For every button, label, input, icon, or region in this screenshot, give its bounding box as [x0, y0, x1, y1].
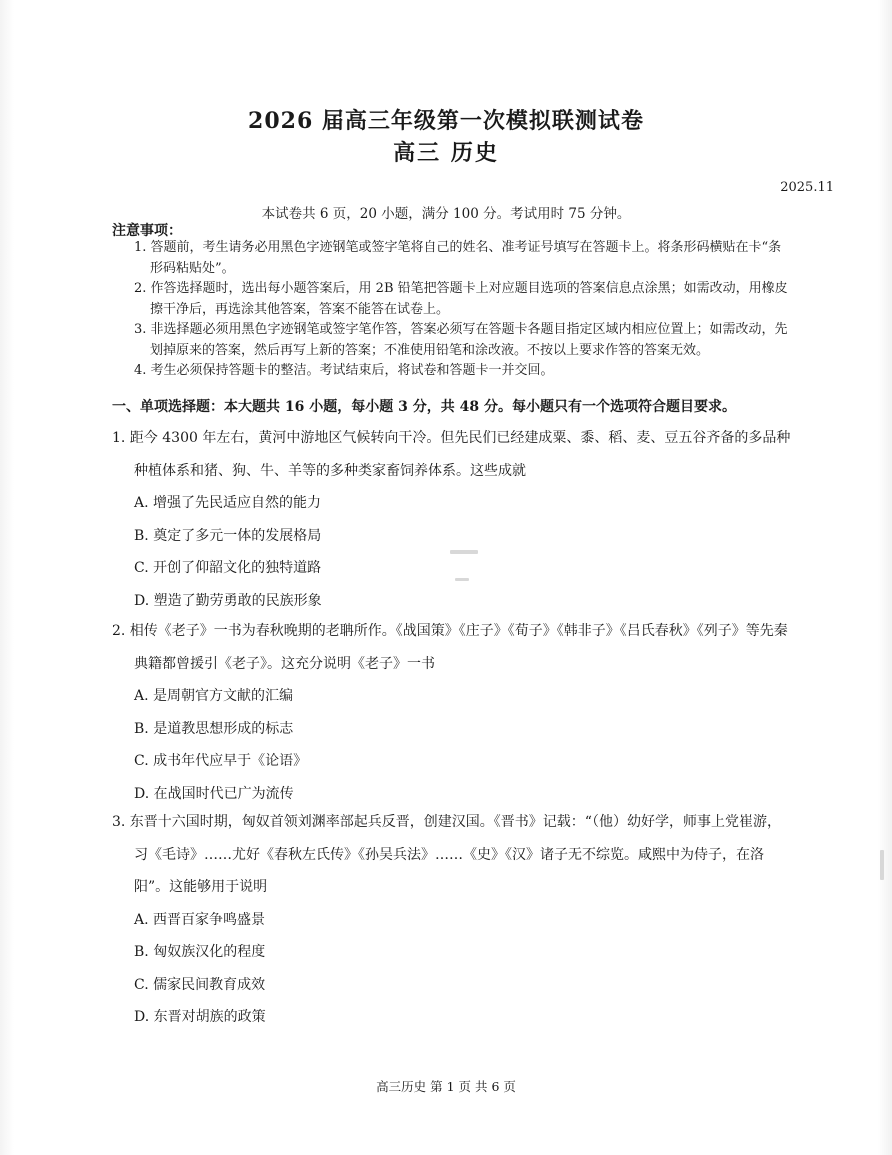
option-b: B. 匈奴族汉化的程度	[134, 944, 266, 960]
question-1	[112, 422, 792, 617]
option-a: A. 增强了先民适应自然的能力	[134, 495, 322, 511]
exam-date: 2025.11	[780, 180, 834, 195]
question-2	[112, 615, 792, 810]
notice-item: 2. 作答选择题时，选出每小题答案后，用 2B 铅笔把答题卡上对应题目选项的答案信息点涂黑；如需改动，用橡皮擦干净后，再选涂其他答案，答案不能答在试卷上。	[134, 281, 788, 317]
question-stem: 2. 相传《老子》一书为春秋晚期的老聃所作。《战国策》《庄子》《荀子》《韩非子》《吕氏春秋》《列子》等先秦典籍都曾援引《老子》。这充分说明《老子》一书	[112, 623, 788, 672]
option-list	[112, 904, 792, 1034]
exam-title: 2026 届高三年级第一次模拟联测试卷	[248, 108, 644, 134]
question-3	[112, 806, 792, 1034]
question-stem: 1. 距今 4300 年左右，黄河中游地区气候转向干冷。但先民们已经建成粟、黍、稻、麦、豆五谷齐备的多品种种植体系和猪、狗、牛、羊等的多种类家畜饲养体系。这些成就	[112, 430, 791, 479]
notice-item: 1. 答题前，考生请务必用黑色字迹钢笔或签字笔将自己的姓名、准考证号填写在答题卡上。将条形码横贴在卡“条形码粘贴处”。	[134, 240, 782, 276]
option-b: B. 奠定了多元一体的发展格局	[134, 527, 322, 544]
option-c: C. 儒家民间教育成效	[134, 976, 266, 993]
option-b: B. 是道教思想形成的标志	[134, 720, 294, 737]
option-list	[112, 680, 792, 810]
option-a: A. 是周朝官方文献的汇编	[134, 688, 294, 704]
subject-title: 高三 历史	[393, 140, 499, 166]
notice-item: 4. 考生必须保持答题卡的整洁。考试结束后，将试卷和答题卡一并交回。	[134, 363, 554, 378]
option-a: A. 西晋百家争鸣盛景	[134, 911, 266, 928]
notice-title: 注意事项：	[112, 223, 182, 239]
option-d: D. 在战国时代已广为流传	[134, 785, 294, 802]
option-d: D. 塑造了勤劳勇敢的民族形象	[134, 592, 322, 609]
page-footer: 高三历史 第 1 页 共 6 页	[376, 1079, 516, 1094]
notice-item: 3. 非选择题必须用黑色字迹钢笔或签字笔作答，答案必须写在答题卡各题目指定区域内相应位置上；如需改动，先划掉原来的答案，然后再写上新的答案；不准使用铅笔和涂改液。不按以上要求作答的答案无效。	[134, 322, 788, 358]
question-stem: 3. 东晋十六国时期，匈奴首领刘渊率部起兵反晋，创建汉国。《晋书》记载：“（他）幼好学，师事上党崔游，习《毛诗》……尤好《春秋左氏传》《孙吴兵法》……《史》《汉》诸子无不综览。咸熙中为侍子，在洛阳”。这能够用于说明	[112, 814, 781, 895]
exam-intro: 本试卷共 6 页，20 小题，满分 100 分。考试用时 75 分钟。	[261, 206, 631, 222]
option-c: C. 开创了仰韶文化的独特道路	[134, 560, 322, 576]
notice-list	[134, 238, 794, 382]
option-c: C. 成书年代应早于《论语》	[134, 753, 308, 769]
scan-artifact	[880, 850, 884, 880]
section-heading: 一、单项选择题：本大题共 16 小题，每小题 3 分，共 48 分。每小题只有一个选项符合题目要求。	[112, 399, 736, 415]
option-list	[112, 487, 792, 617]
option-d: D. 东晋对胡族的政策	[134, 1009, 266, 1025]
